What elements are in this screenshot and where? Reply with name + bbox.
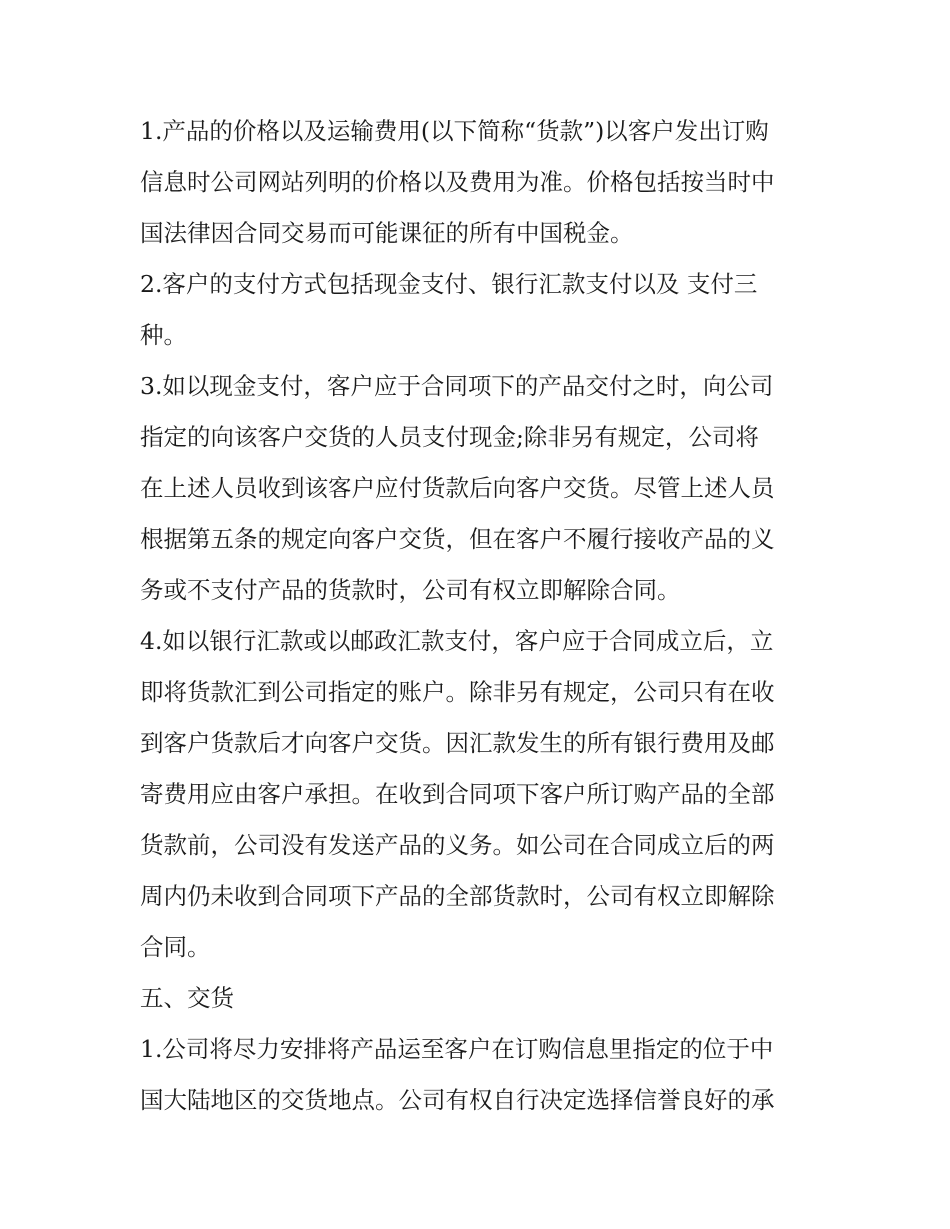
text-line: 务或不支付产品的货款时，公司有权立即解除合同。 xyxy=(140,576,681,604)
text-line: 1.产品的价格以及运输费用(以下简称“货款”)以客户发出订购 xyxy=(140,117,769,145)
text-line: 2.客户的支付方式包括现金支付、银行汇款支付以及 支付三 xyxy=(140,270,758,298)
text-line: 根据第五条的规定向客户交货，但在客户不履行接收产品的义 xyxy=(140,525,775,553)
text-line: 指定的向该客户交货的人员支付现金;除非另有规定，公司将 xyxy=(140,423,759,451)
text-line: 即将货款汇到公司指定的账户。除非另有规定，公司只有在收 xyxy=(140,678,775,706)
text-line: 在上述人员收到该客户应付货款后向客户交货。尽管上述人员 xyxy=(140,474,775,502)
text-line: 3.如以现金支付，客户应于合同项下的产品交付之时，向公司 xyxy=(140,372,774,400)
text-line: 信息时公司网站列明的价格以及费用为准。价格包括按当时中 xyxy=(140,168,775,196)
text-line: 4.如以银行汇款或以邮政汇款支付，客户应于合同成立后，立 xyxy=(140,627,774,655)
document-body xyxy=(140,109,820,1129)
text-line: 种。 xyxy=(140,321,187,349)
text-line: 货款前，公司没有发送产品的义务。如公司在合同成立后的两 xyxy=(140,831,775,859)
text-line: 周内仍未收到合同项下产品的全部货款时，公司有权立即解除 xyxy=(140,882,775,910)
text-line: 国法律因合同交易而可能课征的所有中国税金。 xyxy=(140,219,634,247)
text-line: 到客户货款后才向客户交货。因汇款发生的所有银行费用及邮 xyxy=(140,729,775,757)
text-line: 合同。 xyxy=(140,933,211,961)
text-line: 1.公司将尽力安排将产品运至客户在订购信息里指定的位于中 xyxy=(140,1035,774,1063)
text-line: 寄费用应由客户承担。在收到合同项下客户所订购产品的全部 xyxy=(140,780,775,808)
text-line: 国大陆地区的交货地点。公司有权自行决定选择信誉良好的承 xyxy=(140,1086,775,1114)
section-heading: 五、交货 xyxy=(140,984,234,1012)
